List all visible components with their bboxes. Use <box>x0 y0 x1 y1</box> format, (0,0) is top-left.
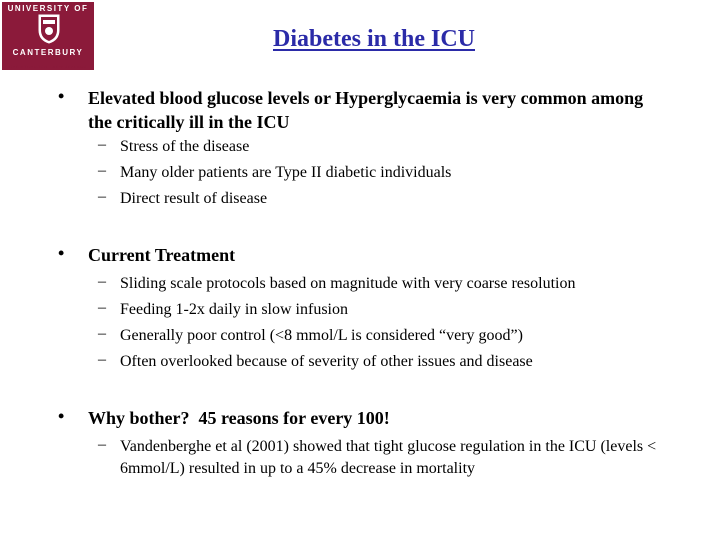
bullet-text: Current Treatment <box>88 245 236 265</box>
bullet-icon: • <box>58 406 65 426</box>
dash-icon: – <box>98 273 106 290</box>
sub-bullet-text: Feeding 1-2x daily in slow infusion <box>120 301 348 318</box>
dash-icon: – <box>98 351 106 368</box>
sub-bullet-text: Generally poor control (<8 mmol/L is considered “very good”) <box>120 327 523 344</box>
logo-top-text: UNIVERSITY OF <box>7 4 89 13</box>
dash-icon: – <box>98 136 106 153</box>
sub-bullet-text: Vandenberghe et al (2001) showed that tight glucose regulation in the ICU (levels < 6mmol/L) resulted in up to a 45% decrease in mortality <box>120 438 657 477</box>
dash-icon: – <box>98 299 106 316</box>
sub-bullet-text: Many older patients are Type II diabetic individuals <box>120 164 452 181</box>
slide-title: Diabetes in the ICU <box>273 26 475 52</box>
logo-subtitle: CHRISTCHURCH · NEW ZEALAND <box>9 64 87 69</box>
sub-bullet-text: Stress of the disease <box>120 138 250 155</box>
bullet-text: Why bother? 45 reasons for every 100! <box>88 408 390 428</box>
logo-bottom-text: CANTERBURY <box>12 48 84 57</box>
sub-bullet-text: Sliding scale protocols based on magnitude with very coarse resolution <box>120 275 576 292</box>
bullet-icon: • <box>58 86 65 106</box>
dash-icon: – <box>98 162 106 179</box>
sub-bullet-text: Often overlooked because of severity of other issues and disease <box>120 353 533 370</box>
bullet-text: Elevated blood glucose levels or Hyperglycaemia is very common among the critically ill in the ICU <box>88 88 644 132</box>
dash-icon: – <box>98 188 106 205</box>
sub-bullet-text: Direct result of disease <box>120 190 268 207</box>
dash-icon: – <box>98 436 106 453</box>
dash-icon: – <box>98 325 106 342</box>
bullet-icon: • <box>58 243 65 263</box>
